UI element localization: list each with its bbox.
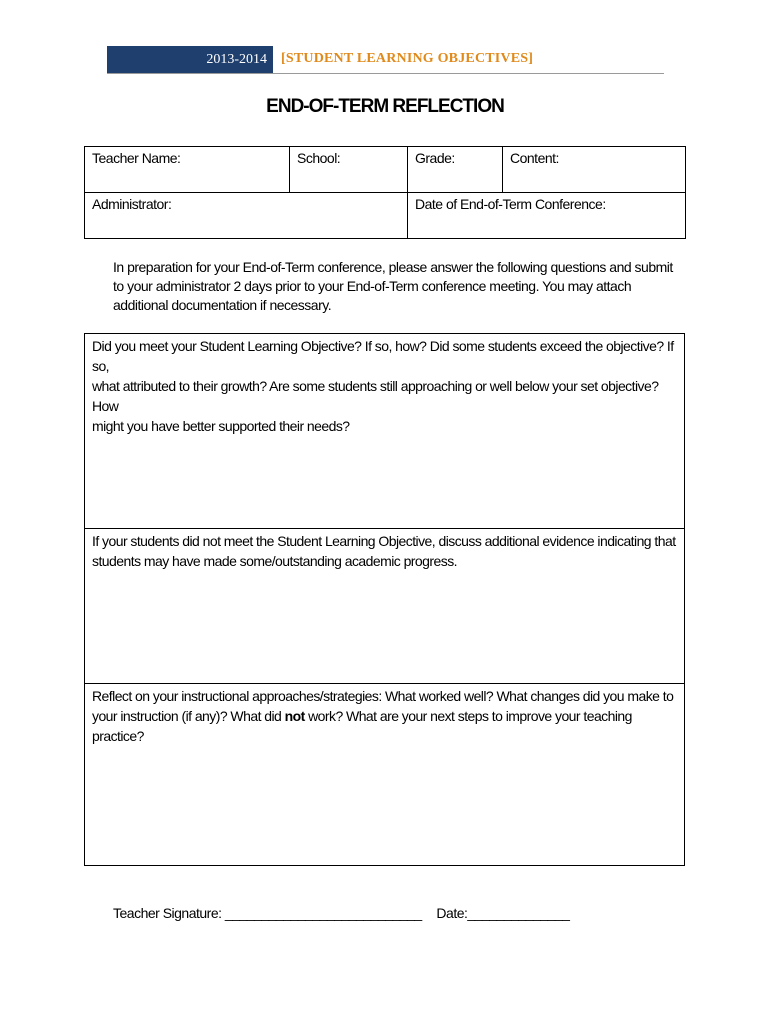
- question-text: students may have made some/outstanding academic progress.: [92, 553, 457, 569]
- content-field[interactable]: Content:: [503, 147, 686, 193]
- question-text: might you have better supported their needs?: [92, 418, 350, 434]
- signature-date-field[interactable]: Date:______________: [436, 905, 570, 921]
- question-box-additional-evidence[interactable]: [84, 528, 685, 684]
- teacher-signature-field[interactable]: Teacher Signature: ___________________________: [113, 905, 422, 921]
- question-box-slo-met[interactable]: [84, 333, 685, 529]
- grade-field[interactable]: Grade:: [408, 147, 503, 193]
- administrator-field[interactable]: Administrator:: [85, 193, 408, 239]
- instructions-line: In preparation for your End-of-Term conference, please answer the following questions and submit: [113, 259, 673, 275]
- question-text-emphasis: not: [284, 708, 305, 724]
- header-divider: [107, 73, 664, 74]
- question-text: If your students did not meet the Student Learning Objective, discuss additional evidence indicating that: [92, 533, 676, 549]
- question-text: [92, 706, 677, 746]
- instructions-line: additional documentation if necessary.: [113, 297, 332, 313]
- instructions-paragraph: [113, 258, 673, 315]
- document-title: END-OF-TERM REFLECTION: [266, 96, 504, 117]
- question-text-part: your instruction (if any)? What did: [92, 708, 285, 724]
- info-table: [84, 146, 686, 239]
- header-title: [STUDENT LEARNING OBJECTIVES]: [281, 51, 534, 66]
- question-text-part: work? What are your next steps to improve your teaching practice?: [92, 708, 632, 744]
- question-box-instructional-reflection[interactable]: [84, 683, 685, 866]
- question-text: Did you meet your Student Learning Objective? If so, how? Did some students exceed the objective? If so,: [92, 338, 674, 374]
- signature-line: [113, 905, 569, 921]
- conference-date-field[interactable]: Date of End-of-Term Conference:: [408, 193, 686, 239]
- teacher-name-field[interactable]: Teacher Name:: [85, 147, 290, 193]
- question-text: Reflect on your instructional approaches/strategies: What worked well? What changes did you make to: [92, 688, 674, 704]
- instructions-line: to your administrator 2 days prior to your End-of-Term conference meeting. You may attach: [113, 278, 632, 294]
- question-text: what attributed to their growth? Are some students still approaching or well below your set objective? How: [92, 378, 659, 414]
- school-field[interactable]: School:: [290, 147, 408, 193]
- header-year-badge: 2013-2014: [107, 46, 273, 74]
